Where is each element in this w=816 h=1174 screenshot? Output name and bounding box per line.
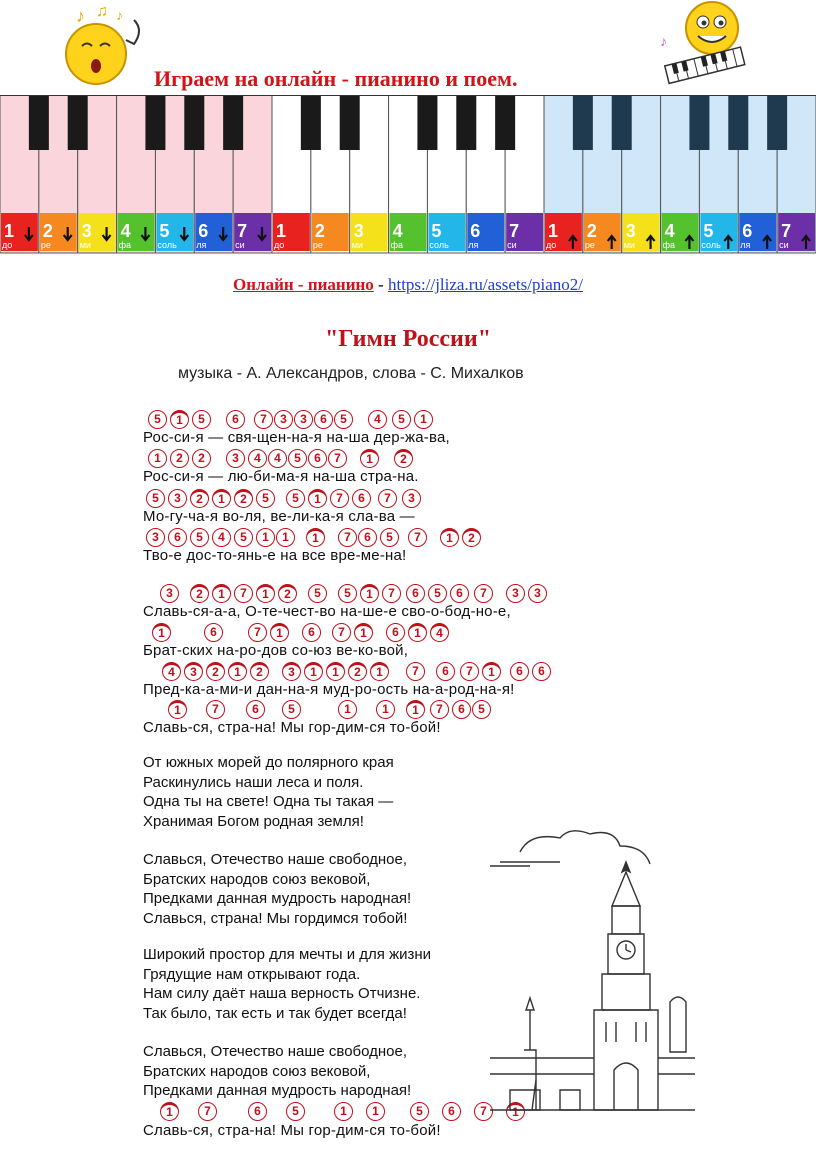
key-number: 1 <box>548 221 559 241</box>
key-note-name: ми <box>623 240 635 250</box>
key-note-name: си <box>235 240 245 250</box>
note-circle: 7 <box>474 584 493 603</box>
note-circle: 1 <box>304 662 323 681</box>
key-number: 7 <box>509 221 520 241</box>
note-circle: 6 <box>246 700 265 719</box>
piano-black-key[interactable] <box>456 95 476 150</box>
verse-line: Славься, Отечество наше свободное, <box>143 851 408 868</box>
note-circle: 1 <box>440 528 459 547</box>
note-circle: 5 <box>334 410 353 429</box>
note-circle: 1 <box>408 623 427 642</box>
note-circle: 5 <box>190 528 209 547</box>
verse-line: Славься, Отечество наше свободное, <box>143 1043 408 1060</box>
note-circle: 1 <box>338 700 357 719</box>
key-note-name: соль <box>157 240 177 250</box>
key-number: 3 <box>81 221 92 241</box>
svg-text:♫: ♫ <box>96 3 108 20</box>
note-circle: 1 <box>170 410 189 429</box>
song-credits: музыка - А. Александров, слова - С. Михалков <box>178 365 524 382</box>
key-note-name: ми <box>351 240 363 250</box>
note-circle: 2 <box>394 449 413 468</box>
note-circle: 7 <box>382 584 401 603</box>
note-circle: 1 <box>152 623 171 642</box>
piano-keyboard[interactable] <box>0 95 816 255</box>
piano-black-key[interactable] <box>417 95 437 150</box>
note-circle: 3 <box>146 528 165 547</box>
note-circle: 1 <box>406 700 425 719</box>
piano-black-key[interactable] <box>29 95 49 150</box>
note-circle: 1 <box>354 623 373 642</box>
note-circle: 1 <box>326 662 345 681</box>
note-circle: 3 <box>160 584 179 603</box>
note-circle: 1 <box>276 528 295 547</box>
verse-line: Предками данная мудрость народная! <box>143 1082 412 1099</box>
key-note-name: ля <box>468 240 479 250</box>
lyric-line: Рос-си-я — лю-би-ма-я на-ша стра-на. <box>143 468 419 485</box>
note-circle: 4 <box>212 528 231 547</box>
note-circle: 7 <box>332 623 351 642</box>
key-number: 5 <box>703 221 714 241</box>
note-circle: 6 <box>436 662 455 681</box>
key-number: 4 <box>392 221 403 241</box>
key-number: 3 <box>625 221 636 241</box>
note-circle: 6 <box>510 662 529 681</box>
piano-black-key[interactable] <box>689 95 709 150</box>
note-circle: 7 <box>198 1102 217 1121</box>
note-circle: 6 <box>386 623 405 642</box>
note-circle: 3 <box>294 410 313 429</box>
key-note-name: до <box>2 240 13 250</box>
key-number: 2 <box>42 221 53 241</box>
key-number: 1 <box>4 221 15 241</box>
note-circle: 1 <box>148 449 167 468</box>
song-title: "Гимн России" <box>324 326 492 352</box>
online-piano-link[interactable]: Онлайн - пианино <box>233 275 374 294</box>
piano-black-key[interactable] <box>184 95 204 150</box>
note-circle: 6 <box>358 528 377 547</box>
key-note-name: ми <box>79 240 91 250</box>
key-number: 4 <box>664 221 675 241</box>
key-number: 6 <box>470 221 481 241</box>
note-circle: 7 <box>206 700 225 719</box>
lyric-line: Славь-ся-а-а, О-те-чест-во на-ше-е сво-о-бод-но-е, <box>143 603 511 620</box>
verse-line: От южных морей до полярного края <box>143 754 394 771</box>
key-note-name: до <box>274 240 285 250</box>
key-number: 7 <box>781 221 792 241</box>
note-circle: 6 <box>442 1102 461 1121</box>
note-circle: 6 <box>452 700 471 719</box>
note-circle: 6 <box>308 449 327 468</box>
piano-black-key[interactable] <box>301 95 321 150</box>
key-number: 4 <box>120 221 131 241</box>
singing-smiley-icon <box>60 2 160 90</box>
note-circle: 1 <box>212 489 231 508</box>
page-title: Играем на онлайн - пианино и поем. <box>154 66 518 91</box>
note-circle: 7 <box>330 489 349 508</box>
key-note-name: фа <box>118 240 131 250</box>
key-number: 5 <box>431 221 442 241</box>
note-circle: 7 <box>234 584 253 603</box>
note-circle: 1 <box>306 528 325 547</box>
note-circle: 3 <box>528 584 547 603</box>
lyric-line: Рос-си-я — свя-щен-на-я на-ша дер-жа-ва, <box>143 429 450 446</box>
note-circle: 7 <box>408 528 427 547</box>
note-circle: 7 <box>378 489 397 508</box>
note-circle: 5 <box>256 489 275 508</box>
note-circle: 5 <box>380 528 399 547</box>
note-circle: 7 <box>460 662 479 681</box>
note-circle: 1 <box>360 449 379 468</box>
piano-black-key[interactable] <box>612 95 632 150</box>
key-note-name: соль <box>701 240 721 250</box>
note-circle: 6 <box>302 623 321 642</box>
note-circle: 4 <box>248 449 267 468</box>
note-circle: 4 <box>268 449 287 468</box>
piano-black-key[interactable] <box>145 95 165 150</box>
note-circle: 6 <box>352 489 371 508</box>
note-circle: 5 <box>286 1102 305 1121</box>
note-circle: 5 <box>286 489 305 508</box>
note-circle: 5 <box>392 410 411 429</box>
note-circle: 4 <box>162 662 181 681</box>
key-number: 1 <box>276 221 287 241</box>
piano-url-link[interactable]: https://jliza.ru/assets/piano2/ <box>387 275 583 294</box>
lyric-line: Брат-ских на-ро-дов со-юз ве-ко-вой, <box>143 642 409 659</box>
note-circle: 1 <box>414 410 433 429</box>
note-circle: 1 <box>256 528 275 547</box>
note-circle: 5 <box>146 489 165 508</box>
key-number: 6 <box>742 221 753 241</box>
note-circle: 5 <box>308 584 327 603</box>
note-circle: 1 <box>334 1102 353 1121</box>
note-circle: 1 <box>228 662 247 681</box>
key-note-name: фа <box>662 240 675 250</box>
note-circle: 3 <box>402 489 421 508</box>
note-circle: 7 <box>248 623 267 642</box>
key-note-name: си <box>779 240 789 250</box>
note-circle: 3 <box>184 662 203 681</box>
verse-line: Грядущие нам открывают года. <box>143 965 361 983</box>
note-circle: 7 <box>474 1102 493 1121</box>
svg-text:♪: ♪ <box>116 7 123 23</box>
note-circle: 5 <box>428 584 447 603</box>
note-circle: 2 <box>250 662 269 681</box>
key-number: 3 <box>353 221 364 241</box>
link-separator: - <box>373 275 388 294</box>
note-circle: 5 <box>192 410 211 429</box>
note-circle: 1 <box>160 1102 179 1121</box>
note-circle: 5 <box>148 410 167 429</box>
note-circle: 5 <box>288 449 307 468</box>
final-lyric-line: Славь-ся, стра-на! Мы гор-дим-ся то-бой! <box>143 1122 441 1139</box>
piano-smiley-icon <box>656 0 756 90</box>
verse-line: Одна ты на свете! Одна ты такая — <box>143 793 394 810</box>
note-circle: 7 <box>338 528 357 547</box>
note-circle: 3 <box>282 662 301 681</box>
piano-black-key[interactable] <box>223 95 243 150</box>
note-circle: 6 <box>168 528 187 547</box>
piano-black-key[interactable] <box>767 95 787 150</box>
note-circle: 6 <box>248 1102 267 1121</box>
note-circle: 7 <box>254 410 273 429</box>
note-circle: 1 <box>308 489 327 508</box>
note-circle: 6 <box>314 410 333 429</box>
lyric-line: Тво-е дос-то-янь-е на все вре-ме-на! <box>143 547 407 564</box>
note-circle: 2 <box>348 662 367 681</box>
key-note-name: до <box>546 240 557 250</box>
note-circle: 1 <box>256 584 275 603</box>
note-circle: 3 <box>226 449 245 468</box>
key-note-name: ре <box>312 240 323 250</box>
piano-black-key[interactable] <box>495 95 515 150</box>
note-circle: 2 <box>234 489 253 508</box>
note-circle: 3 <box>168 489 187 508</box>
note-circle: 5 <box>282 700 301 719</box>
piano-black-key[interactable] <box>68 95 88 150</box>
note-circle: 2 <box>206 662 225 681</box>
note-circle: 1 <box>370 662 389 681</box>
note-circle: 7 <box>328 449 347 468</box>
note-circle: 2 <box>192 449 211 468</box>
svg-text:♪: ♪ <box>76 6 85 26</box>
note-circle: 6 <box>532 662 551 681</box>
note-circle: 2 <box>462 528 481 547</box>
verse-line: Широкий простор для мечты и для жизни <box>143 946 432 963</box>
verse-line: Нам силу даёт наша верность Отчизне. <box>143 985 421 1002</box>
note-circle: 1 <box>376 700 395 719</box>
note-circle: 5 <box>234 528 253 547</box>
note-circle: 7 <box>406 662 425 681</box>
piano-black-key[interactable] <box>573 95 593 150</box>
verse-line: Братских народов союз вековой, <box>143 870 371 888</box>
key-number: 2 <box>314 221 325 241</box>
verse-line: Хранимая Богом родная земля! <box>143 812 364 830</box>
note-circle: 7 <box>430 700 449 719</box>
key-number: 5 <box>159 221 170 241</box>
key-number: 2 <box>586 221 597 241</box>
note-circle: 1 <box>168 700 187 719</box>
note-circle: 5 <box>472 700 491 719</box>
online-piano-line <box>0 275 816 295</box>
note-circle: 2 <box>170 449 189 468</box>
lyric-line: Пред-ка-а-ми-и дан-на-я муд-ро-ость на-а-род-на-я! <box>143 681 515 698</box>
key-note-name: ре <box>40 240 51 250</box>
verse-line: Раскинулись наши леса и поля. <box>143 773 364 791</box>
note-circle: 1 <box>270 623 289 642</box>
note-circle: 1 <box>366 1102 385 1121</box>
note-circle: 5 <box>410 1102 429 1121</box>
verse-line: Братских народов союз вековой, <box>143 1062 371 1080</box>
svg-text:♪: ♪ <box>660 33 667 49</box>
kremlin-tower-illustration <box>490 822 695 1122</box>
lyric-line: Мо-гу-ча-я во-ля, ве-ли-ка-я сла-ва — <box>143 508 415 525</box>
key-note-name: фа <box>390 240 403 250</box>
verse-line: Славься, страна! Мы гордимся тобой! <box>143 909 408 927</box>
note-circle: 6 <box>406 584 425 603</box>
note-circle: 1 <box>360 584 379 603</box>
note-circle: 3 <box>506 584 525 603</box>
key-note-name: си <box>507 240 517 250</box>
note-circle: 4 <box>430 623 449 642</box>
note-circle: 3 <box>274 410 293 429</box>
key-note-name: соль <box>429 240 449 250</box>
note-circle: 1 <box>482 662 501 681</box>
key-note-name: ля <box>740 240 751 250</box>
verse-line: Так было, так есть и так будет всегда! <box>143 1004 407 1022</box>
note-circle: 2 <box>190 584 209 603</box>
note-circle: 1 <box>506 1102 525 1121</box>
note-circle: 2 <box>190 489 209 508</box>
lyric-line: Славь-ся, стра-на! Мы гор-дим-ся то-бой! <box>143 719 441 736</box>
piano-black-key[interactable] <box>728 95 748 150</box>
note-circle: 5 <box>338 584 357 603</box>
key-note-name: ля <box>196 240 207 250</box>
note-circle: 2 <box>278 584 297 603</box>
key-note-name: ре <box>584 240 595 250</box>
note-circle: 6 <box>450 584 469 603</box>
piano-black-key[interactable] <box>340 95 360 150</box>
note-circle: 6 <box>226 410 245 429</box>
key-number: 6 <box>198 221 209 241</box>
note-circle: 1 <box>212 584 231 603</box>
note-circle: 4 <box>368 410 387 429</box>
verse-line: Предками данная мудрость народная! <box>143 890 412 907</box>
key-number: 7 <box>237 221 248 241</box>
note-circle: 6 <box>204 623 223 642</box>
